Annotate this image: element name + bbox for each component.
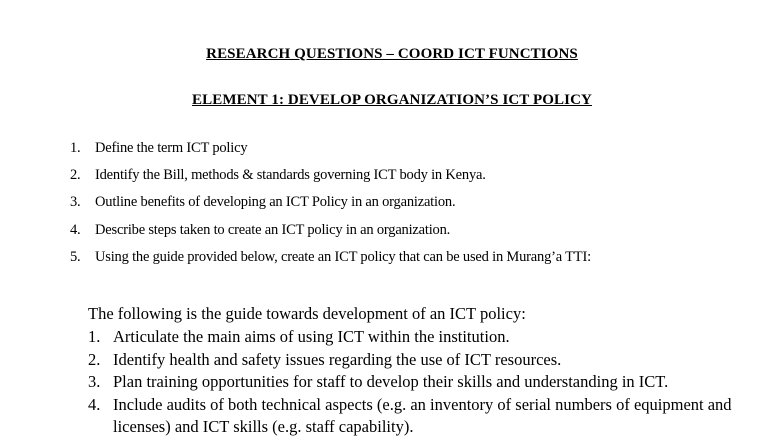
list-item-number: 1. [70,140,81,156]
guide-item [88,371,768,394]
list-item-text: Describe steps taken to create an ICT policy in an organization. [95,221,451,238]
guide-item [88,394,768,439]
guide-item-text: Articulate the main aims of using ICT within the institution. [113,327,510,346]
list-item-number: 3. [70,194,81,211]
element-heading: ELEMENT 1: DEVELOP ORGANIZATION’S ICT POLICY [192,92,592,108]
document-title: RESEARCH QUESTIONS – COORD ICT FUNCTIONS [206,46,578,62]
list-item-text: Identify the Bill, methods & standards governing ICT body in Kenya. [95,167,486,184]
guide-item [88,326,768,349]
guide-intro: The following is the guide towards development of an ICT policy: [88,304,526,323]
guide-item-number: 3. [88,372,101,391]
list-item-number: 5. [70,248,81,265]
guide-list [88,326,768,439]
guide-item-text: Identify health and safety issues regarding the use of ICT resources. [113,349,562,369]
guide-item-text: Plan training opportunities for staff to develop their skills and understanding in ICT. [113,372,669,391]
guide-item-number: 2. [88,349,101,369]
guide-item-number: 1. [88,327,101,346]
guide-item-number: 4. [88,394,101,414]
list-item-number: 4. [70,221,81,238]
list-item-text: Outline benefits of developing an ICT Policy in an organization. [95,194,456,211]
list-item-text: Define the term ICT policy [95,140,248,156]
guide-item-text: Include audits of both technical aspects (e.g. an inventory of serial numbers of equipment and licenses) and ICT skills (e.g. staff capability). [113,394,732,436]
guide-item [88,349,768,372]
list-item-number: 2. [70,167,81,184]
list-item-text: Using the guide provided below, create an ICT policy that can be used in Murang’a TTI: [95,248,591,265]
